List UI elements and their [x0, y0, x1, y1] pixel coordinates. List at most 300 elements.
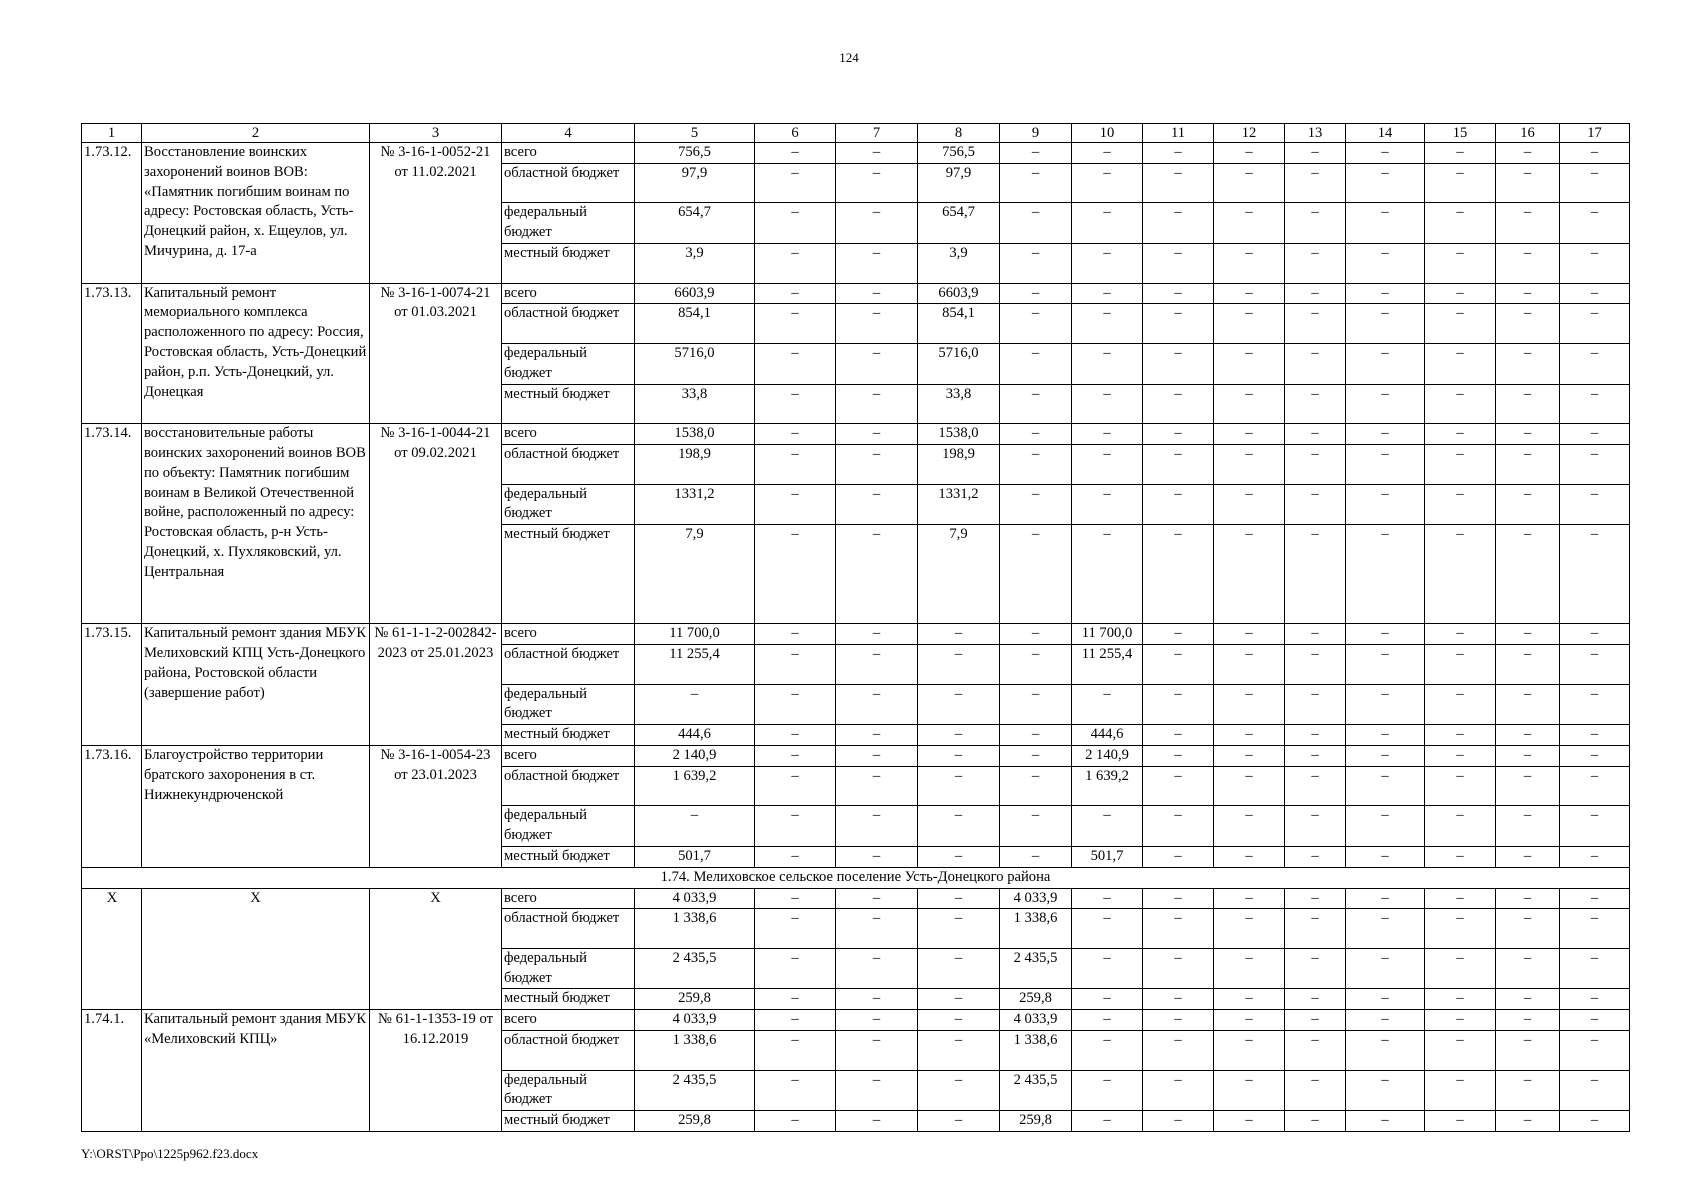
- value-cell-col-17: –: [1560, 909, 1630, 949]
- value-cell-col-15: –: [1425, 484, 1496, 525]
- value-cell-col-9: –: [1000, 203, 1072, 244]
- value-cell-col-14: –: [1346, 888, 1425, 909]
- value-cell-col-12: –: [1214, 624, 1285, 645]
- value-cell-col-11: –: [1143, 163, 1214, 203]
- column-number-2: 2: [142, 124, 370, 143]
- value-cell-col-9: 259,8: [1000, 1111, 1072, 1132]
- value-cell-col-17: –: [1560, 444, 1630, 484]
- value-cell-col-7: –: [836, 684, 918, 725]
- value-cell-col-17: –: [1560, 203, 1630, 244]
- value-cell-col-5: 7,9: [635, 525, 755, 624]
- value-cell-col-6: –: [755, 909, 836, 949]
- value-cell-col-14: –: [1346, 766, 1425, 806]
- value-cell-col-14: –: [1346, 343, 1425, 384]
- value-cell-col-11: –: [1143, 888, 1214, 909]
- value-cell-col-7: –: [836, 304, 918, 344]
- value-cell-col-14: –: [1346, 143, 1425, 164]
- value-cell-col-11: –: [1143, 1111, 1214, 1132]
- table-row: [82, 143, 1630, 164]
- column-number-16: 16: [1496, 124, 1560, 143]
- item-code: 1.73.15.: [82, 624, 142, 746]
- value-cell-col-5: 33,8: [635, 384, 755, 424]
- value-cell-col-10: –: [1072, 684, 1143, 725]
- value-cell-col-11: –: [1143, 143, 1214, 164]
- funding-source: местный бюджет: [502, 1111, 635, 1132]
- value-cell-col-8: –: [918, 725, 1000, 746]
- funding-source: областной бюджет: [502, 766, 635, 806]
- value-cell-col-10: –: [1072, 909, 1143, 949]
- value-cell-col-16: –: [1496, 283, 1560, 304]
- value-cell-col-6: –: [755, 444, 836, 484]
- value-cell-col-10: 501,7: [1072, 846, 1143, 867]
- value-cell-col-7: –: [836, 243, 918, 283]
- value-cell-col-15: –: [1425, 243, 1496, 283]
- value-cell-col-9: –: [1000, 846, 1072, 867]
- column-number-1: 1: [82, 124, 142, 143]
- value-cell-col-11: –: [1143, 343, 1214, 384]
- value-cell-col-10: –: [1072, 1111, 1143, 1132]
- value-cell-col-15: –: [1425, 888, 1496, 909]
- value-cell-col-8: –: [918, 745, 1000, 766]
- funding-source: местный бюджет: [502, 525, 635, 624]
- value-cell-col-5: 11 255,4: [635, 644, 755, 684]
- value-cell-col-14: –: [1346, 624, 1425, 645]
- value-cell-col-12: –: [1214, 203, 1285, 244]
- value-cell-col-13: –: [1285, 948, 1346, 989]
- value-cell-col-12: –: [1214, 766, 1285, 806]
- value-cell-col-15: –: [1425, 304, 1496, 344]
- value-cell-col-15: –: [1425, 766, 1496, 806]
- value-cell-col-16: –: [1496, 1070, 1560, 1111]
- value-cell-col-6: –: [755, 424, 836, 445]
- value-cell-col-5: 1331,2: [635, 484, 755, 525]
- value-cell-col-13: –: [1285, 444, 1346, 484]
- value-cell-col-15: –: [1425, 806, 1496, 847]
- section-row: [82, 867, 1630, 888]
- value-cell-col-9: –: [1000, 766, 1072, 806]
- value-cell-col-10: –: [1072, 304, 1143, 344]
- document-number: № 3-16-1-0052-21 от 11.02.2021: [370, 143, 502, 284]
- value-cell-col-16: –: [1496, 484, 1560, 525]
- value-cell-col-7: –: [836, 745, 918, 766]
- value-cell-col-12: –: [1214, 525, 1285, 624]
- value-cell-col-13: –: [1285, 163, 1346, 203]
- value-cell-col-7: –: [836, 846, 918, 867]
- value-cell-col-9: 1 338,6: [1000, 1031, 1072, 1071]
- value-cell-col-16: –: [1496, 525, 1560, 624]
- table-row: [82, 888, 1630, 909]
- value-cell-col-16: –: [1496, 766, 1560, 806]
- value-cell-col-11: –: [1143, 989, 1214, 1010]
- value-cell-col-9: 1 338,6: [1000, 909, 1072, 949]
- value-cell-col-10: –: [1072, 203, 1143, 244]
- value-cell-col-16: –: [1496, 163, 1560, 203]
- value-cell-col-8: 3,9: [918, 243, 1000, 283]
- value-cell-col-13: –: [1285, 1111, 1346, 1132]
- value-cell-col-8: 7,9: [918, 525, 1000, 624]
- funding-source: всего: [502, 424, 635, 445]
- funding-source: всего: [502, 624, 635, 645]
- value-cell-col-8: 198,9: [918, 444, 1000, 484]
- value-cell-col-11: –: [1143, 525, 1214, 624]
- item-code: 1.73.12.: [82, 143, 142, 284]
- value-cell-col-16: –: [1496, 343, 1560, 384]
- value-cell-col-6: –: [755, 283, 836, 304]
- value-cell-col-8: –: [918, 766, 1000, 806]
- value-cell-col-5: 4 033,9: [635, 888, 755, 909]
- value-cell-col-14: –: [1346, 424, 1425, 445]
- value-cell-col-14: –: [1346, 745, 1425, 766]
- value-cell-col-8: –: [918, 909, 1000, 949]
- value-cell-col-8: 654,7: [918, 203, 1000, 244]
- value-cell-col-13: –: [1285, 846, 1346, 867]
- column-number-5: 5: [635, 124, 755, 143]
- value-cell-col-10: –: [1072, 384, 1143, 424]
- value-cell-col-14: –: [1346, 484, 1425, 525]
- value-cell-col-15: –: [1425, 624, 1496, 645]
- value-cell-col-11: –: [1143, 1070, 1214, 1111]
- value-cell-col-6: –: [755, 384, 836, 424]
- value-cell-col-7: –: [836, 806, 918, 847]
- value-cell-col-16: –: [1496, 624, 1560, 645]
- funding-source: областной бюджет: [502, 644, 635, 684]
- value-cell-col-13: –: [1285, 1070, 1346, 1111]
- value-cell-col-10: 1 639,2: [1072, 766, 1143, 806]
- value-cell-col-5: 501,7: [635, 846, 755, 867]
- value-cell-col-6: –: [755, 143, 836, 164]
- funding-source: областной бюджет: [502, 304, 635, 344]
- value-cell-col-7: –: [836, 1010, 918, 1031]
- value-cell-col-5: 1 338,6: [635, 909, 755, 949]
- value-cell-col-15: –: [1425, 745, 1496, 766]
- table-row: [82, 745, 1630, 766]
- funding-source: всего: [502, 283, 635, 304]
- value-cell-col-16: –: [1496, 1031, 1560, 1071]
- value-cell-col-5: 6603,9: [635, 283, 755, 304]
- value-cell-col-5: 198,9: [635, 444, 755, 484]
- value-cell-col-10: –: [1072, 283, 1143, 304]
- value-cell-col-10: –: [1072, 888, 1143, 909]
- funding-source: федеральный бюджет: [502, 948, 635, 989]
- table-body: [82, 124, 1630, 1132]
- value-cell-col-16: –: [1496, 909, 1560, 949]
- value-cell-col-13: –: [1285, 384, 1346, 424]
- value-cell-col-17: –: [1560, 1010, 1630, 1031]
- value-cell-col-5: 1 639,2: [635, 766, 755, 806]
- value-cell-col-8: –: [918, 624, 1000, 645]
- value-cell-col-7: –: [836, 424, 918, 445]
- value-cell-col-8: –: [918, 1010, 1000, 1031]
- value-cell-col-7: –: [836, 766, 918, 806]
- column-number-11: 11: [1143, 124, 1214, 143]
- value-cell-col-7: –: [836, 989, 918, 1010]
- value-cell-col-12: –: [1214, 343, 1285, 384]
- funding-source: местный бюджет: [502, 846, 635, 867]
- value-cell-col-14: –: [1346, 444, 1425, 484]
- budget-table: [81, 123, 1630, 1132]
- value-cell-col-5: 2 435,5: [635, 948, 755, 989]
- value-cell-col-17: –: [1560, 484, 1630, 525]
- value-cell-col-7: –: [836, 644, 918, 684]
- value-cell-col-17: –: [1560, 846, 1630, 867]
- value-cell-col-10: –: [1072, 989, 1143, 1010]
- value-cell-col-14: –: [1346, 644, 1425, 684]
- value-cell-col-11: –: [1143, 745, 1214, 766]
- value-cell-col-6: –: [755, 846, 836, 867]
- value-cell-col-15: –: [1425, 909, 1496, 949]
- value-cell-col-6: –: [755, 948, 836, 989]
- value-cell-col-5: 259,8: [635, 1111, 755, 1132]
- value-cell-col-9: –: [1000, 725, 1072, 746]
- value-cell-col-9: –: [1000, 525, 1072, 624]
- value-cell-col-8: 1331,2: [918, 484, 1000, 525]
- value-cell-col-17: –: [1560, 424, 1630, 445]
- value-cell-col-8: 1538,0: [918, 424, 1000, 445]
- value-cell-col-16: –: [1496, 846, 1560, 867]
- value-cell-col-11: –: [1143, 384, 1214, 424]
- value-cell-col-5: 5716,0: [635, 343, 755, 384]
- item-name: Благоустройство территории братского захоронения в ст. Нижнекундрюченской: [142, 745, 370, 867]
- value-cell-col-9: –: [1000, 806, 1072, 847]
- value-cell-col-12: –: [1214, 644, 1285, 684]
- value-cell-col-8: –: [918, 806, 1000, 847]
- value-cell-col-17: –: [1560, 143, 1630, 164]
- column-number-14: 14: [1346, 124, 1425, 143]
- value-cell-col-13: –: [1285, 766, 1346, 806]
- value-cell-col-15: –: [1425, 203, 1496, 244]
- value-cell-col-13: –: [1285, 283, 1346, 304]
- value-cell-col-14: –: [1346, 1010, 1425, 1031]
- value-cell-col-16: –: [1496, 143, 1560, 164]
- value-cell-col-5: 756,5: [635, 143, 755, 164]
- value-cell-col-15: –: [1425, 684, 1496, 725]
- value-cell-col-7: –: [836, 725, 918, 746]
- value-cell-col-9: 4 033,9: [1000, 1010, 1072, 1031]
- value-cell-col-14: –: [1346, 304, 1425, 344]
- item-code: Х: [82, 888, 142, 1010]
- funding-source: всего: [502, 143, 635, 164]
- value-cell-col-15: –: [1425, 283, 1496, 304]
- funding-source: областной бюджет: [502, 444, 635, 484]
- value-cell-col-5: 1 338,6: [635, 1031, 755, 1071]
- value-cell-col-15: –: [1425, 1070, 1496, 1111]
- value-cell-col-9: –: [1000, 684, 1072, 725]
- funding-source: всего: [502, 888, 635, 909]
- value-cell-col-5: 3,9: [635, 243, 755, 283]
- value-cell-col-15: –: [1425, 725, 1496, 746]
- value-cell-col-17: –: [1560, 384, 1630, 424]
- value-cell-col-10: –: [1072, 343, 1143, 384]
- value-cell-col-10: 11 255,4: [1072, 644, 1143, 684]
- value-cell-col-17: –: [1560, 948, 1630, 989]
- value-cell-col-12: –: [1214, 424, 1285, 445]
- value-cell-col-11: –: [1143, 424, 1214, 445]
- column-number-3: 3: [370, 124, 502, 143]
- value-cell-col-10: –: [1072, 525, 1143, 624]
- value-cell-col-12: –: [1214, 1031, 1285, 1071]
- funding-source: областной бюджет: [502, 909, 635, 949]
- value-cell-col-10: 2 140,9: [1072, 745, 1143, 766]
- value-cell-col-7: –: [836, 384, 918, 424]
- value-cell-col-13: –: [1285, 424, 1346, 445]
- value-cell-col-10: –: [1072, 143, 1143, 164]
- value-cell-col-6: –: [755, 343, 836, 384]
- value-cell-col-9: –: [1000, 745, 1072, 766]
- value-cell-col-8: 33,8: [918, 384, 1000, 424]
- value-cell-col-8: –: [918, 644, 1000, 684]
- value-cell-col-9: –: [1000, 444, 1072, 484]
- value-cell-col-8: 5716,0: [918, 343, 1000, 384]
- value-cell-col-14: –: [1346, 243, 1425, 283]
- value-cell-col-11: –: [1143, 909, 1214, 949]
- document-number: № 61-1-1-2-002842-2023 от 25.01.2023: [370, 624, 502, 746]
- value-cell-col-6: –: [755, 766, 836, 806]
- column-number-7: 7: [836, 124, 918, 143]
- value-cell-col-13: –: [1285, 243, 1346, 283]
- value-cell-col-11: –: [1143, 846, 1214, 867]
- table-row: [82, 624, 1630, 645]
- value-cell-col-17: –: [1560, 745, 1630, 766]
- value-cell-col-6: –: [755, 243, 836, 283]
- value-cell-col-9: 259,8: [1000, 989, 1072, 1010]
- funding-source: федеральный бюджет: [502, 806, 635, 847]
- value-cell-col-13: –: [1285, 909, 1346, 949]
- funding-source: местный бюджет: [502, 725, 635, 746]
- value-cell-col-11: –: [1143, 243, 1214, 283]
- value-cell-col-12: –: [1214, 888, 1285, 909]
- value-cell-col-11: –: [1143, 283, 1214, 304]
- value-cell-col-8: 6603,9: [918, 283, 1000, 304]
- value-cell-col-9: –: [1000, 644, 1072, 684]
- value-cell-col-12: –: [1214, 725, 1285, 746]
- value-cell-col-6: –: [755, 624, 836, 645]
- value-cell-col-14: –: [1346, 1111, 1425, 1132]
- value-cell-col-14: –: [1346, 283, 1425, 304]
- funding-source: всего: [502, 1010, 635, 1031]
- value-cell-col-11: –: [1143, 948, 1214, 989]
- value-cell-col-11: –: [1143, 644, 1214, 684]
- value-cell-col-14: –: [1346, 203, 1425, 244]
- value-cell-col-7: –: [836, 484, 918, 525]
- document-number: Х: [370, 888, 502, 1010]
- value-cell-col-15: –: [1425, 424, 1496, 445]
- value-cell-col-17: –: [1560, 806, 1630, 847]
- value-cell-col-14: –: [1346, 846, 1425, 867]
- value-cell-col-16: –: [1496, 806, 1560, 847]
- value-cell-col-17: –: [1560, 725, 1630, 746]
- value-cell-col-12: –: [1214, 243, 1285, 283]
- item-name: Х: [142, 888, 370, 1010]
- value-cell-col-16: –: [1496, 304, 1560, 344]
- item-name: Капитальный ремонт здания МБУК «Мелиховский КПЦ»: [142, 1010, 370, 1132]
- value-cell-col-7: –: [836, 948, 918, 989]
- value-cell-col-13: –: [1285, 806, 1346, 847]
- funding-source: федеральный бюджет: [502, 1070, 635, 1111]
- funding-source: федеральный бюджет: [502, 684, 635, 725]
- table-row: [82, 1010, 1630, 1031]
- column-number-row: [82, 124, 1630, 143]
- value-cell-col-12: –: [1214, 484, 1285, 525]
- value-cell-col-17: –: [1560, 1070, 1630, 1111]
- document-number: № 61-1-1353-19 от 16.12.2019: [370, 1010, 502, 1132]
- value-cell-col-12: –: [1214, 143, 1285, 164]
- value-cell-col-15: –: [1425, 644, 1496, 684]
- value-cell-col-6: –: [755, 725, 836, 746]
- value-cell-col-16: –: [1496, 243, 1560, 283]
- item-name: Восстановление воинских захоронений воинов ВОВ: «Памятник погибшим воинам по адресу: Ростовская область, Усть-Донецкий район, х. Ещеулов, ул. Мичурина, д. 17-а: [142, 143, 370, 284]
- funding-source: областной бюджет: [502, 1031, 635, 1071]
- column-number-13: 13: [1285, 124, 1346, 143]
- item-name: восстановительные работы воинских захоронений воинов ВОВ по объекту: Памятник погибшим воинам в Великой Отечественной войне, расположенный по адресу: Ростовская область, р-н Усть-Донецкий, х. Пухляковский, ул. Центральная: [142, 424, 370, 624]
- value-cell-col-17: –: [1560, 163, 1630, 203]
- value-cell-col-6: –: [755, 304, 836, 344]
- value-cell-col-9: 2 435,5: [1000, 948, 1072, 989]
- value-cell-col-5: 97,9: [635, 163, 755, 203]
- column-number-8: 8: [918, 124, 1000, 143]
- value-cell-col-14: –: [1346, 989, 1425, 1010]
- funding-source: местный бюджет: [502, 384, 635, 424]
- item-code: 1.73.13.: [82, 283, 142, 424]
- value-cell-col-14: –: [1346, 1070, 1425, 1111]
- value-cell-col-13: –: [1285, 304, 1346, 344]
- value-cell-col-9: –: [1000, 484, 1072, 525]
- value-cell-col-17: –: [1560, 1111, 1630, 1132]
- value-cell-col-7: –: [836, 909, 918, 949]
- value-cell-col-14: –: [1346, 806, 1425, 847]
- item-code: 1.73.16.: [82, 745, 142, 867]
- value-cell-col-11: –: [1143, 806, 1214, 847]
- value-cell-col-13: –: [1285, 484, 1346, 525]
- value-cell-col-16: –: [1496, 644, 1560, 684]
- value-cell-col-5: 654,7: [635, 203, 755, 244]
- value-cell-col-13: –: [1285, 725, 1346, 746]
- item-name: Капитальный ремонт мемориального комплекса расположенного по адресу: Россия, Ростовская область, Усть-Донецкий район, р.п. Усть-Донецкий, ул. Донецкая: [142, 283, 370, 424]
- column-number-12: 12: [1214, 124, 1285, 143]
- value-cell-col-6: –: [755, 684, 836, 725]
- value-cell-col-16: –: [1496, 424, 1560, 445]
- value-cell-col-11: –: [1143, 203, 1214, 244]
- value-cell-col-17: –: [1560, 766, 1630, 806]
- value-cell-col-17: –: [1560, 343, 1630, 384]
- value-cell-col-15: –: [1425, 846, 1496, 867]
- value-cell-col-9: –: [1000, 343, 1072, 384]
- value-cell-col-8: –: [918, 1111, 1000, 1132]
- value-cell-col-6: –: [755, 1010, 836, 1031]
- value-cell-col-17: –: [1560, 283, 1630, 304]
- value-cell-col-12: –: [1214, 384, 1285, 424]
- value-cell-col-9: –: [1000, 163, 1072, 203]
- table-row: [82, 283, 1630, 304]
- funding-source: местный бюджет: [502, 989, 635, 1010]
- value-cell-col-15: –: [1425, 1031, 1496, 1071]
- value-cell-col-6: –: [755, 1111, 836, 1132]
- value-cell-col-12: –: [1214, 444, 1285, 484]
- value-cell-col-17: –: [1560, 243, 1630, 283]
- column-number-10: 10: [1072, 124, 1143, 143]
- value-cell-col-15: –: [1425, 1111, 1496, 1132]
- item-name: Капитальный ремонт здания МБУК Мелиховский КПЦ Усть-Донецкого района, Ростовской области (завершение работ): [142, 624, 370, 746]
- value-cell-col-11: –: [1143, 624, 1214, 645]
- value-cell-col-15: –: [1425, 143, 1496, 164]
- value-cell-col-7: –: [836, 1031, 918, 1071]
- value-cell-col-5: 2 140,9: [635, 745, 755, 766]
- value-cell-col-5: 11 700,0: [635, 624, 755, 645]
- value-cell-col-17: –: [1560, 304, 1630, 344]
- value-cell-col-6: –: [755, 1031, 836, 1071]
- value-cell-col-6: –: [755, 745, 836, 766]
- value-cell-col-12: –: [1214, 745, 1285, 766]
- value-cell-col-5: 854,1: [635, 304, 755, 344]
